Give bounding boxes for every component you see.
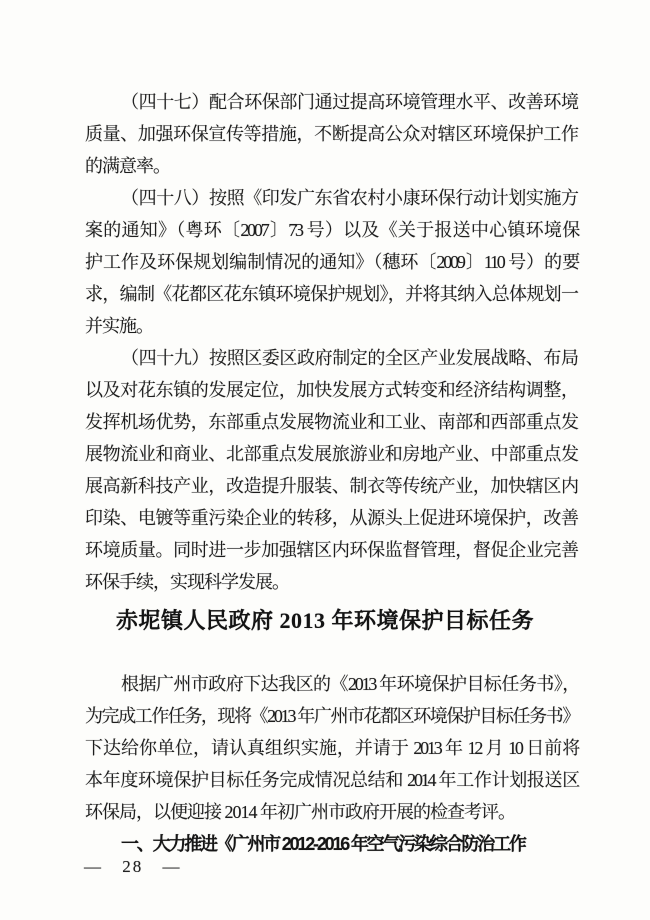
section-2-paragraphs (85, 668, 578, 860)
body-line: 为完成工作任务，现将《2013 年广州市花都区环境保护目标任务书》 (85, 706, 578, 726)
body-line: 并实施。 (85, 316, 153, 336)
body-line: 环境质量。同时进一步加强辖区内环保监督管理，督促企业完善 (85, 540, 578, 560)
body-line: 展高新科技产业，改造提升服装、制衣等传统产业，加快辖区内 (85, 476, 578, 496)
body-line: 的满意率。 (85, 156, 170, 176)
body-line: 下达给你单位，请认真组织实施，并请于 2013 年 12 月 10 日前将 (85, 738, 578, 758)
body-line: 展物流业和商业、北部重点发展旅游业和房地产业、中部重点发 (85, 444, 578, 464)
body-line: （四十七）配合环保部门通过提高环境管理水平、改善环境 (121, 92, 578, 112)
body-line: 护工作及环保规划编制情况的通知》（穗环〔2009〕110 号）的要 (85, 252, 578, 272)
body-line: 求，编制《花都区花东镇环境保护规划》，并将其纳入总体规划一 (85, 284, 578, 304)
body-line: 环保手续，实现科学发展。 (85, 572, 289, 592)
body-line: 根据广州市政府下达我区的《2013 年环境保护目标任务书》， (121, 674, 578, 694)
body-line: 质量、加强环保宣传等措施，不断提高公众对辖区环境保护工作 (85, 124, 578, 144)
body-line: 本年度环境保护目标任务完成情况总结和 2014 年工作计划报送区 (85, 770, 578, 790)
section-title: 赤坭镇人民政府 2013 年环境保护目标任务 (115, 608, 534, 633)
body-line: 以及对花东镇的发展定位，加快发展方式转变和经济结构调整， (85, 380, 578, 400)
section-1-paragraphs (85, 86, 578, 598)
body-line: （四十八）按照《印发广东省农村小康环保行动计划实施方 (121, 188, 578, 208)
body-line: 印染、电镀等重污染企业的转移，从源头上促进环境保护，改善 (85, 508, 578, 528)
body-line: （四十九）按照区委区政府制定的全区产业发展战略、布局 (121, 348, 578, 368)
body-line: 案的通知》（粤环〔2007〕73 号）以及《关于报送中心镇环境保 (85, 220, 578, 240)
body-line: 环保局，以便迎接 2014 年初广州市政府开展的检查考评。 (85, 802, 515, 822)
body-line: 发挥机场优势，东部重点发展物流业和工业、南部和西部重点发 (85, 412, 578, 432)
page-number: — 28 — (84, 857, 182, 876)
body-line-bold-heading: 一、大力推进《广州市 2012-2016 年空气污染综合防治工作 (121, 834, 525, 854)
